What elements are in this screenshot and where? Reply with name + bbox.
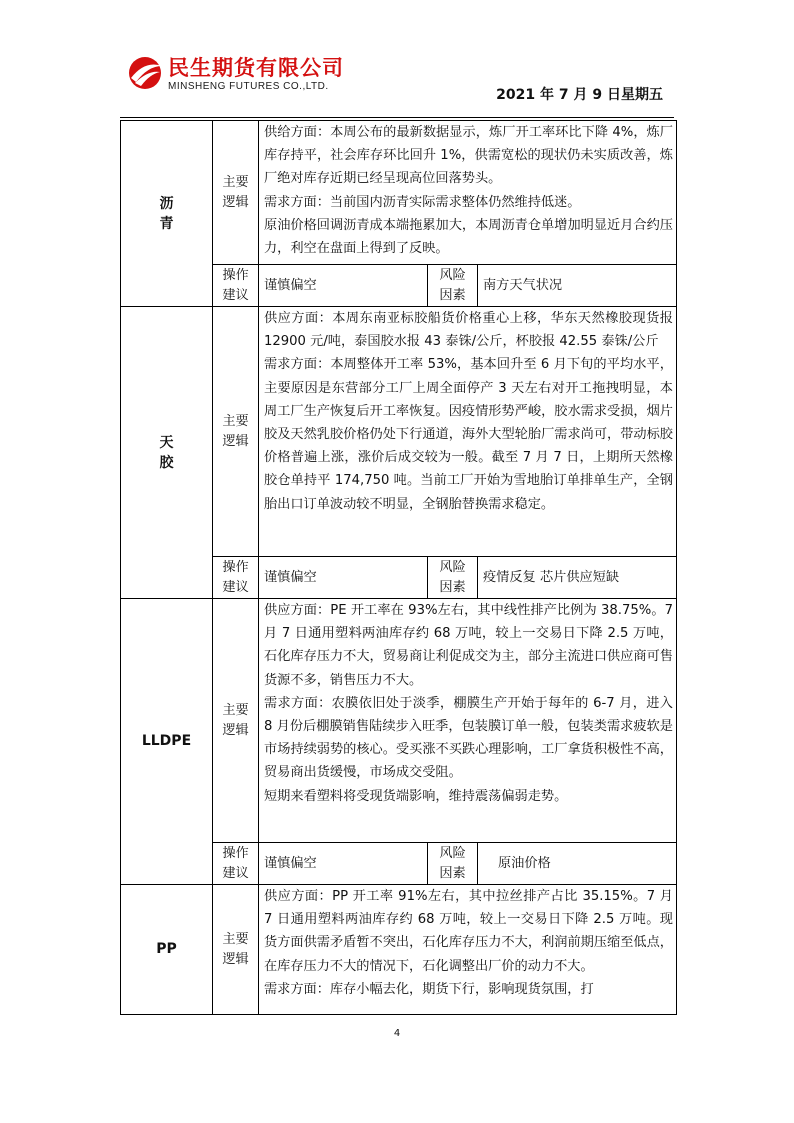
paragraph-demand: 需求方面：农膜依旧处于淡季，棚膜生产开始于每年的 6-7 月，进入 8 月份后棚膜销售陆续步入旺季，包装膜订单一般，包装类需求疲软是市场持续弱势的核心。受买涨不买跌心理影响，工厂拿货积极性不高，贸易商出货缓慢，市场成交受阻。: [264, 695, 673, 781]
logic-label: 主要 逻辑: [213, 121, 259, 265]
paragraph-supply: 供应方面：PE 开工率在 93%左右，其中线性排产比例为 38.75%。7 月 7 日通用塑料两油库存约 68 万吨，较上一交易日下降 2.5 万吨，石化库存压力不大，贸易商让利促成交为主，部分主流进口供应商可售货源不多，销售压力不大。: [264, 603, 673, 688]
ops-advice: 谨慎偏空: [259, 265, 428, 307]
section-asphalt-logic-row: [121, 121, 677, 265]
section-lldpe-logic-row: [121, 599, 677, 843]
risk-factors: 疫情反复 芯片供应短缺: [478, 557, 677, 599]
logic-content: [259, 121, 677, 265]
company-name-en: MINSHENG FUTURES CO.,LTD.: [168, 81, 329, 92]
logic-content: [259, 885, 677, 1015]
paragraph-demand: 需求方面：库存小幅去化，期货下行，影响现货氛围，打: [264, 981, 594, 997]
paragraph-summary: 原油价格回调沥青成本端拖累加大，本周沥青仓单增加明显近月合约压力，利空在盘面上得到了反映。: [264, 217, 673, 257]
ops-label: 操作 建议: [213, 843, 259, 885]
risk-factors: 原油价格: [478, 843, 677, 885]
minsheng-logo-icon: [126, 56, 164, 90]
ops-label: 操作 建议: [213, 265, 259, 307]
risk-label: 风险 因素: [428, 557, 478, 599]
risk-label: 风险 因素: [428, 265, 478, 307]
report-date: 2021 年 7 月 9 日星期五: [496, 87, 663, 103]
page-number: 4: [393, 1028, 401, 1039]
paragraph-supply: 供应方面：PP 开工率 91%左右，其中拉丝排产占比 35.15%。7 月 7 日通用塑料两油库存约 68 万吨，较上一交易日下降 2.5 万吨。现货方面供需矛盾暂不突出，石化库存压力不大，利润前期压缩至低点，在库存压力不大的情况下，石化调整出厂价的动力不大。: [264, 889, 673, 974]
paragraph-summary: 短期来看塑料将受现货端影响，维持震荡偏弱走势。: [264, 788, 568, 804]
commodity-name-lldpe: LLDPE: [121, 599, 213, 885]
company-name-cn: 民生期货有限公司: [168, 56, 344, 80]
paragraph-demand: 需求方面：本周整体开工率 53%，基本回升至 6 月下旬的平均水平，主要原因是东营部分工厂上周全面停产 3 天左右对开工拖拽明显，本周工厂生产恢复后开工率恢复。因疫情形势严峻，胶水需求受损，烟片胶及天然乳胶价格仍处下行通道，海外大型轮胎厂需求尚可，带动标胶价格普遍上涨，涨价后成交较为一般。截至 7 月 7 日，上期所天然橡胶仓单持平 174,750 吨。当前工厂开始为雪地胎订单排单生产，全钢胎出口订单波动较不明显，全钢胎替换需求稳定。: [264, 357, 673, 512]
section-pp-logic-row: [121, 885, 677, 1015]
ops-advice: 谨慎偏空: [259, 843, 428, 885]
company-logo: [126, 52, 366, 102]
paragraph-supply: 供给方面：本周公布的最新数据显示，炼厂开工率环比下降 4%，炼厂库存持平，社会库存环比回升 1%，供需宽松的现状仍未实质改善，炼厂绝对库存近期已经呈现高位回落势头。: [264, 125, 673, 187]
logic-content: [259, 307, 677, 557]
commodity-name-pp: PP: [121, 885, 213, 1015]
logic-label: 主要 逻辑: [213, 307, 259, 557]
paragraph-supply: 供应方面：本周东南亚标胶船货价格重心上移，华东天然橡胶现货报 12900 元/吨，泰国胶水报 43 泰铢/公斤，杯胶报 42.55 泰铢/公斤: [264, 311, 673, 350]
logic-content: [259, 599, 677, 843]
header-divider: [120, 117, 674, 118]
logic-label: 主要 逻辑: [213, 599, 259, 843]
commodity-name-rubber: 天 胶: [121, 307, 213, 599]
paragraph-demand: 需求方面：当前国内沥青实际需求整体仍然维持低迷。: [264, 194, 581, 210]
risk-label: 风险 因素: [428, 843, 478, 885]
ops-label: 操作 建议: [213, 557, 259, 599]
section-rubber-logic-row: [121, 307, 677, 557]
commodity-analysis-table: [120, 120, 677, 1015]
commodity-name-asphalt: 沥 青: [121, 121, 213, 307]
logic-label: 主要 逻辑: [213, 885, 259, 1015]
risk-factors: 南方天气状况: [478, 265, 677, 307]
ops-advice: 谨慎偏空: [259, 557, 428, 599]
